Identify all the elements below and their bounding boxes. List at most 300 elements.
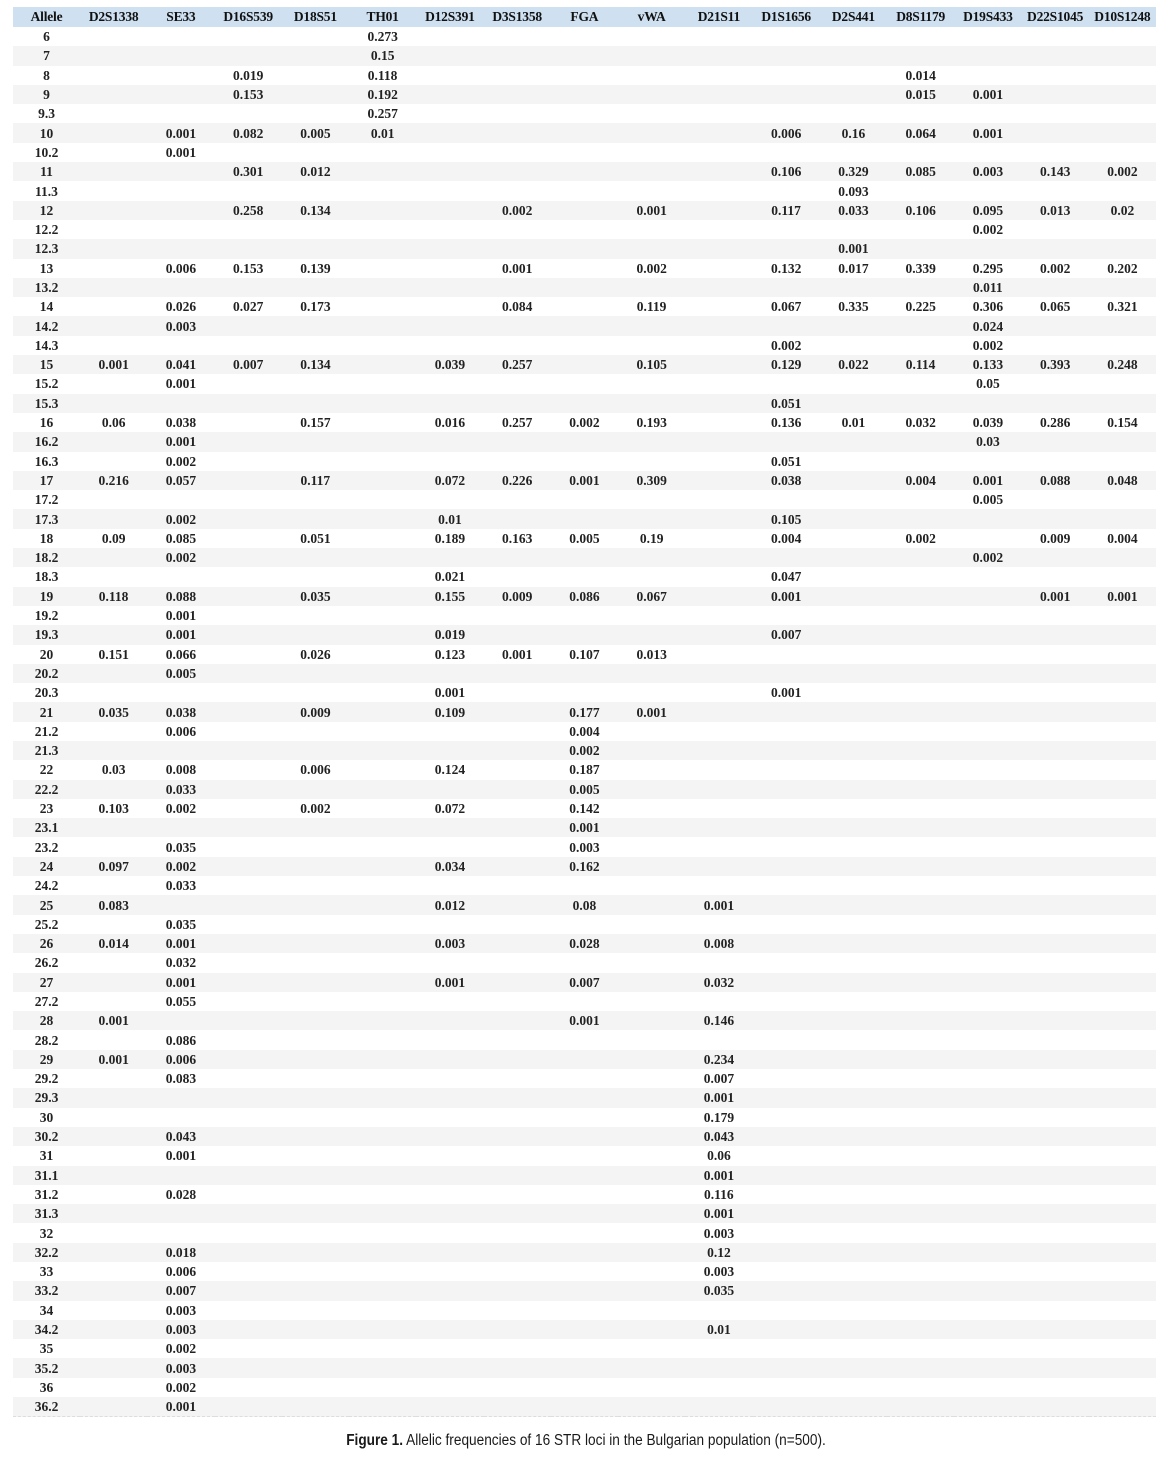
frequency-cell — [820, 741, 887, 760]
frequency-cell — [484, 123, 551, 142]
allele-cell: 13.2 — [13, 278, 80, 297]
frequency-cell — [618, 1069, 685, 1088]
frequency-cell — [685, 818, 752, 837]
frequency-cell: 0.142 — [551, 799, 618, 818]
frequency-cell — [618, 336, 685, 355]
frequency-cell — [685, 702, 752, 721]
frequency-cell — [954, 1185, 1021, 1204]
frequency-cell — [887, 1146, 954, 1165]
frequency-cell — [484, 509, 551, 528]
frequency-cell — [753, 760, 820, 779]
frequency-cell: 0.051 — [753, 452, 820, 471]
frequency-cell — [618, 162, 685, 181]
frequency-cell — [887, 1262, 954, 1281]
frequency-cell — [416, 1301, 483, 1320]
frequency-cell — [685, 509, 752, 528]
frequency-cell — [349, 606, 416, 625]
frequency-cell — [416, 1397, 483, 1417]
frequency-cell — [753, 953, 820, 972]
frequency-cell: 0.017 — [820, 259, 887, 278]
frequency-cell — [349, 992, 416, 1011]
frequency-cell — [282, 452, 349, 471]
frequency-cell — [80, 1108, 147, 1127]
frequency-cell — [282, 567, 349, 586]
frequency-cell — [551, 1320, 618, 1339]
frequency-cell — [1089, 741, 1156, 760]
frequency-cell — [685, 837, 752, 856]
table-row — [13, 1243, 1156, 1262]
frequency-cell — [349, 1358, 416, 1377]
frequency-cell: 0.003 — [147, 1301, 214, 1320]
frequency-cell — [618, 1011, 685, 1030]
frequency-cell — [484, 567, 551, 586]
frequency-cell — [618, 1108, 685, 1127]
frequency-cell — [215, 1301, 282, 1320]
frequency-cell — [685, 876, 752, 895]
frequency-cell — [416, 1320, 483, 1339]
allele-cell: 31.1 — [13, 1166, 80, 1185]
frequency-cell — [484, 1243, 551, 1262]
frequency-cell — [887, 394, 954, 413]
allele-cell: 19 — [13, 587, 80, 606]
frequency-cell — [1022, 780, 1089, 799]
table-row — [13, 452, 1156, 471]
frequency-cell — [887, 278, 954, 297]
frequency-cell — [820, 1108, 887, 1127]
frequency-cell — [80, 1339, 147, 1358]
frequency-cell: 0.001 — [685, 1166, 752, 1185]
frequency-cell — [484, 625, 551, 644]
frequency-cell — [215, 664, 282, 683]
frequency-cell — [954, 702, 1021, 721]
allele-cell: 15.2 — [13, 374, 80, 393]
frequency-cell: 0.001 — [685, 895, 752, 914]
frequency-cell: 0.033 — [820, 201, 887, 220]
frequency-cell — [349, 760, 416, 779]
frequency-cell — [1089, 336, 1156, 355]
frequency-cell — [551, 104, 618, 123]
frequency-cell — [551, 1108, 618, 1127]
frequency-cell — [416, 1088, 483, 1107]
frequency-cell — [1089, 1243, 1156, 1262]
frequency-cell — [887, 336, 954, 355]
frequency-cell — [147, 85, 214, 104]
frequency-cell: 0.001 — [820, 239, 887, 258]
frequency-cell: 0.136 — [753, 413, 820, 432]
frequency-cell — [820, 722, 887, 741]
frequency-cell — [349, 1108, 416, 1127]
frequency-cell — [484, 239, 551, 258]
frequency-cell — [215, 1011, 282, 1030]
table-row — [13, 1358, 1156, 1377]
allele-cell: 12.2 — [13, 220, 80, 239]
frequency-cell: 0.134 — [282, 355, 349, 374]
frequency-cell: 0.001 — [1022, 587, 1089, 606]
frequency-cell — [416, 953, 483, 972]
frequency-cell — [1089, 857, 1156, 876]
frequency-cell — [484, 1204, 551, 1223]
frequency-cell: 0.001 — [147, 374, 214, 393]
table-row — [13, 66, 1156, 85]
frequency-cell — [349, 1223, 416, 1242]
frequency-cell — [954, 1127, 1021, 1146]
frequency-cell: 0.103 — [80, 799, 147, 818]
frequency-cell — [80, 1301, 147, 1320]
frequency-cell — [887, 625, 954, 644]
frequency-cell — [80, 683, 147, 702]
frequency-cell — [147, 201, 214, 220]
frequency-cell: 0.032 — [685, 973, 752, 992]
frequency-cell — [954, 27, 1021, 46]
allele-cell: 24.2 — [13, 876, 80, 895]
table-row — [13, 1108, 1156, 1127]
frequency-cell — [484, 741, 551, 760]
frequency-cell: 0.026 — [147, 297, 214, 316]
frequency-cell — [147, 490, 214, 509]
frequency-cell — [685, 1378, 752, 1397]
allele-frequency-table — [13, 7, 1156, 1417]
frequency-cell: 0.03 — [80, 760, 147, 779]
table-row — [13, 297, 1156, 316]
frequency-cell: 0.002 — [282, 799, 349, 818]
frequency-cell — [753, 1243, 820, 1262]
frequency-cell — [887, 992, 954, 1011]
frequency-cell — [484, 702, 551, 721]
frequency-cell — [618, 1358, 685, 1377]
frequency-cell: 0.004 — [1089, 529, 1156, 548]
frequency-cell — [753, 181, 820, 200]
frequency-cell — [685, 220, 752, 239]
frequency-cell — [954, 1166, 1021, 1185]
frequency-cell — [551, 181, 618, 200]
frequency-cell — [416, 876, 483, 895]
frequency-cell — [349, 490, 416, 509]
frequency-cell — [1022, 1378, 1089, 1397]
frequency-cell — [80, 316, 147, 335]
frequency-cell — [215, 374, 282, 393]
frequency-cell — [416, 780, 483, 799]
frequency-cell: 0.007 — [215, 355, 282, 374]
frequency-cell — [753, 645, 820, 664]
frequency-cell — [820, 1127, 887, 1146]
frequency-cell — [1022, 1050, 1089, 1069]
frequency-cell — [618, 1030, 685, 1049]
frequency-cell: 0.034 — [416, 857, 483, 876]
frequency-cell — [1022, 567, 1089, 586]
frequency-cell — [753, 818, 820, 837]
frequency-cell: 0.202 — [1089, 259, 1156, 278]
frequency-cell — [954, 780, 1021, 799]
frequency-cell — [1089, 548, 1156, 567]
frequency-cell: 0.002 — [147, 799, 214, 818]
frequency-cell — [416, 336, 483, 355]
frequency-cell — [349, 471, 416, 490]
frequency-cell — [215, 1262, 282, 1281]
frequency-cell — [282, 1281, 349, 1300]
table-row — [13, 799, 1156, 818]
table-row — [13, 741, 1156, 760]
frequency-cell: 0.001 — [753, 683, 820, 702]
frequency-cell — [416, 1378, 483, 1397]
frequency-cell — [80, 1204, 147, 1223]
frequency-cell — [551, 162, 618, 181]
table-row — [13, 46, 1156, 65]
frequency-cell: 0.118 — [349, 66, 416, 85]
frequency-cell: 0.001 — [147, 1397, 214, 1417]
frequency-cell — [1022, 316, 1089, 335]
frequency-cell — [80, 259, 147, 278]
frequency-cell: 0.001 — [954, 471, 1021, 490]
frequency-cell: 0.129 — [753, 355, 820, 374]
frequency-cell: 0.002 — [147, 548, 214, 567]
frequency-cell — [887, 837, 954, 856]
frequency-cell — [282, 606, 349, 625]
frequency-cell: 0.109 — [416, 702, 483, 721]
frequency-cell: 0.133 — [954, 355, 1021, 374]
allele-cell: 36 — [13, 1378, 80, 1397]
frequency-cell: 0.067 — [753, 297, 820, 316]
frequency-cell — [1022, 490, 1089, 509]
frequency-cell — [954, 857, 1021, 876]
frequency-cell — [820, 220, 887, 239]
frequency-cell — [618, 1339, 685, 1358]
allele-cell: 29.2 — [13, 1069, 80, 1088]
allele-cell: 33 — [13, 1262, 80, 1281]
frequency-cell — [1089, 1127, 1156, 1146]
frequency-cell: 0.009 — [484, 587, 551, 606]
frequency-cell — [685, 760, 752, 779]
allele-cell: 14.2 — [13, 316, 80, 335]
frequency-cell: 0.033 — [147, 876, 214, 895]
frequency-cell — [551, 1166, 618, 1185]
allele-cell: 26 — [13, 934, 80, 953]
frequency-cell — [954, 664, 1021, 683]
frequency-cell — [954, 509, 1021, 528]
frequency-cell: 0.005 — [954, 490, 1021, 509]
frequency-cell — [618, 1397, 685, 1417]
allele-cell: 11 — [13, 162, 80, 181]
frequency-cell — [215, 1108, 282, 1127]
frequency-cell — [416, 27, 483, 46]
frequency-cell: 0.226 — [484, 471, 551, 490]
frequency-cell — [551, 683, 618, 702]
frequency-cell — [954, 239, 1021, 258]
frequency-cell — [685, 123, 752, 142]
frequency-cell — [349, 394, 416, 413]
table-row — [13, 722, 1156, 741]
frequency-cell — [820, 1069, 887, 1088]
frequency-cell — [1022, 432, 1089, 451]
frequency-cell — [618, 992, 685, 1011]
frequency-cell — [147, 683, 214, 702]
frequency-cell — [1022, 1223, 1089, 1242]
frequency-cell: 0.001 — [147, 934, 214, 953]
frequency-cell: 0.258 — [215, 201, 282, 220]
frequency-cell — [887, 683, 954, 702]
frequency-cell — [416, 818, 483, 837]
frequency-cell — [80, 548, 147, 567]
frequency-cell — [820, 876, 887, 895]
table-row — [13, 1011, 1156, 1030]
frequency-cell — [349, 1146, 416, 1165]
frequency-cell — [753, 104, 820, 123]
frequency-cell — [618, 818, 685, 837]
frequency-cell: 0.055 — [147, 992, 214, 1011]
frequency-cell — [484, 1262, 551, 1281]
frequency-cell — [282, 1127, 349, 1146]
frequency-cell — [349, 1301, 416, 1320]
frequency-cell — [618, 181, 685, 200]
frequency-cell — [484, 46, 551, 65]
frequency-cell — [551, 1378, 618, 1397]
frequency-cell — [887, 46, 954, 65]
allele-cell: 29 — [13, 1050, 80, 1069]
frequency-cell — [887, 799, 954, 818]
frequency-cell — [349, 1185, 416, 1204]
frequency-cell — [753, 895, 820, 914]
frequency-cell — [349, 1320, 416, 1339]
frequency-cell — [820, 587, 887, 606]
frequency-cell: 0.003 — [147, 1358, 214, 1377]
frequency-cell: 0.001 — [954, 123, 1021, 142]
frequency-cell — [484, 432, 551, 451]
frequency-cell: 0.001 — [147, 432, 214, 451]
frequency-cell — [484, 722, 551, 741]
header-row — [13, 7, 1156, 27]
frequency-cell — [80, 837, 147, 856]
frequency-cell: 0.335 — [820, 297, 887, 316]
frequency-cell: 0.177 — [551, 702, 618, 721]
frequency-cell — [887, 548, 954, 567]
table-row — [13, 259, 1156, 278]
frequency-cell — [416, 181, 483, 200]
frequency-cell — [80, 1378, 147, 1397]
frequency-cell — [1022, 1088, 1089, 1107]
frequency-cell: 0.038 — [147, 413, 214, 432]
table-row — [13, 895, 1156, 914]
allele-cell: 20.3 — [13, 683, 80, 702]
frequency-cell — [685, 645, 752, 664]
frequency-cell — [282, 509, 349, 528]
frequency-cell — [753, 741, 820, 760]
frequency-cell — [1022, 606, 1089, 625]
frequency-cell — [416, 432, 483, 451]
table-row — [13, 953, 1156, 972]
frequency-cell — [820, 1088, 887, 1107]
frequency-cell — [282, 1204, 349, 1223]
table-row — [13, 1223, 1156, 1242]
frequency-cell — [954, 915, 1021, 934]
frequency-cell: 0.118 — [80, 587, 147, 606]
frequency-cell: 0.001 — [147, 606, 214, 625]
allele-cell: 17.2 — [13, 490, 80, 509]
frequency-cell — [887, 432, 954, 451]
frequency-cell — [80, 1088, 147, 1107]
frequency-cell — [820, 992, 887, 1011]
frequency-cell — [147, 162, 214, 181]
frequency-cell — [80, 1166, 147, 1185]
frequency-cell: 0.088 — [1022, 471, 1089, 490]
frequency-cell — [282, 1397, 349, 1417]
frequency-cell — [282, 683, 349, 702]
frequency-cell — [618, 567, 685, 586]
frequency-cell: 0.006 — [753, 123, 820, 142]
allele-cell: 14.3 — [13, 336, 80, 355]
frequency-cell — [954, 1108, 1021, 1127]
frequency-cell — [887, 722, 954, 741]
frequency-cell — [618, 1378, 685, 1397]
frequency-cell — [954, 1088, 1021, 1107]
frequency-cell — [887, 567, 954, 586]
frequency-cell — [685, 548, 752, 567]
frequency-cell — [1089, 1281, 1156, 1300]
frequency-cell — [215, 760, 282, 779]
frequency-cell: 0.026 — [282, 645, 349, 664]
frequency-cell — [753, 992, 820, 1011]
header-locus: FGA — [551, 7, 618, 27]
frequency-cell: 0.024 — [954, 316, 1021, 335]
frequency-cell — [753, 1185, 820, 1204]
frequency-cell — [484, 394, 551, 413]
table-row — [13, 1069, 1156, 1088]
frequency-cell: 0.001 — [416, 683, 483, 702]
frequency-cell — [618, 664, 685, 683]
frequency-cell — [954, 606, 1021, 625]
frequency-cell — [1089, 818, 1156, 837]
frequency-cell — [484, 316, 551, 335]
frequency-cell — [80, 1185, 147, 1204]
frequency-cell — [349, 645, 416, 664]
frequency-cell — [1089, 278, 1156, 297]
frequency-cell — [282, 780, 349, 799]
frequency-cell — [282, 915, 349, 934]
table-row — [13, 857, 1156, 876]
frequency-cell — [753, 143, 820, 162]
frequency-cell — [215, 46, 282, 65]
frequency-cell — [887, 490, 954, 509]
frequency-cell: 0.002 — [147, 452, 214, 471]
frequency-cell — [282, 394, 349, 413]
frequency-cell — [1022, 143, 1089, 162]
frequency-cell — [551, 1088, 618, 1107]
frequency-cell — [1022, 1281, 1089, 1300]
frequency-cell — [618, 1301, 685, 1320]
header-locus: D21S11 — [685, 7, 752, 27]
frequency-cell — [215, 394, 282, 413]
frequency-cell — [282, 1011, 349, 1030]
frequency-cell — [349, 355, 416, 374]
table-row — [13, 934, 1156, 953]
frequency-cell — [820, 548, 887, 567]
frequency-cell — [753, 1146, 820, 1165]
allele-cell: 16.2 — [13, 432, 80, 451]
frequency-cell — [618, 760, 685, 779]
frequency-cell — [618, 1204, 685, 1223]
frequency-cell — [349, 683, 416, 702]
frequency-cell — [282, 1069, 349, 1088]
table-row — [13, 220, 1156, 239]
table-row — [13, 992, 1156, 1011]
frequency-cell — [551, 509, 618, 528]
table-row — [13, 1320, 1156, 1339]
frequency-cell — [484, 760, 551, 779]
table-row — [13, 645, 1156, 664]
frequency-cell: 0.257 — [484, 355, 551, 374]
frequency-cell — [349, 452, 416, 471]
frequency-cell — [685, 992, 752, 1011]
frequency-cell — [416, 837, 483, 856]
frequency-cell — [753, 220, 820, 239]
